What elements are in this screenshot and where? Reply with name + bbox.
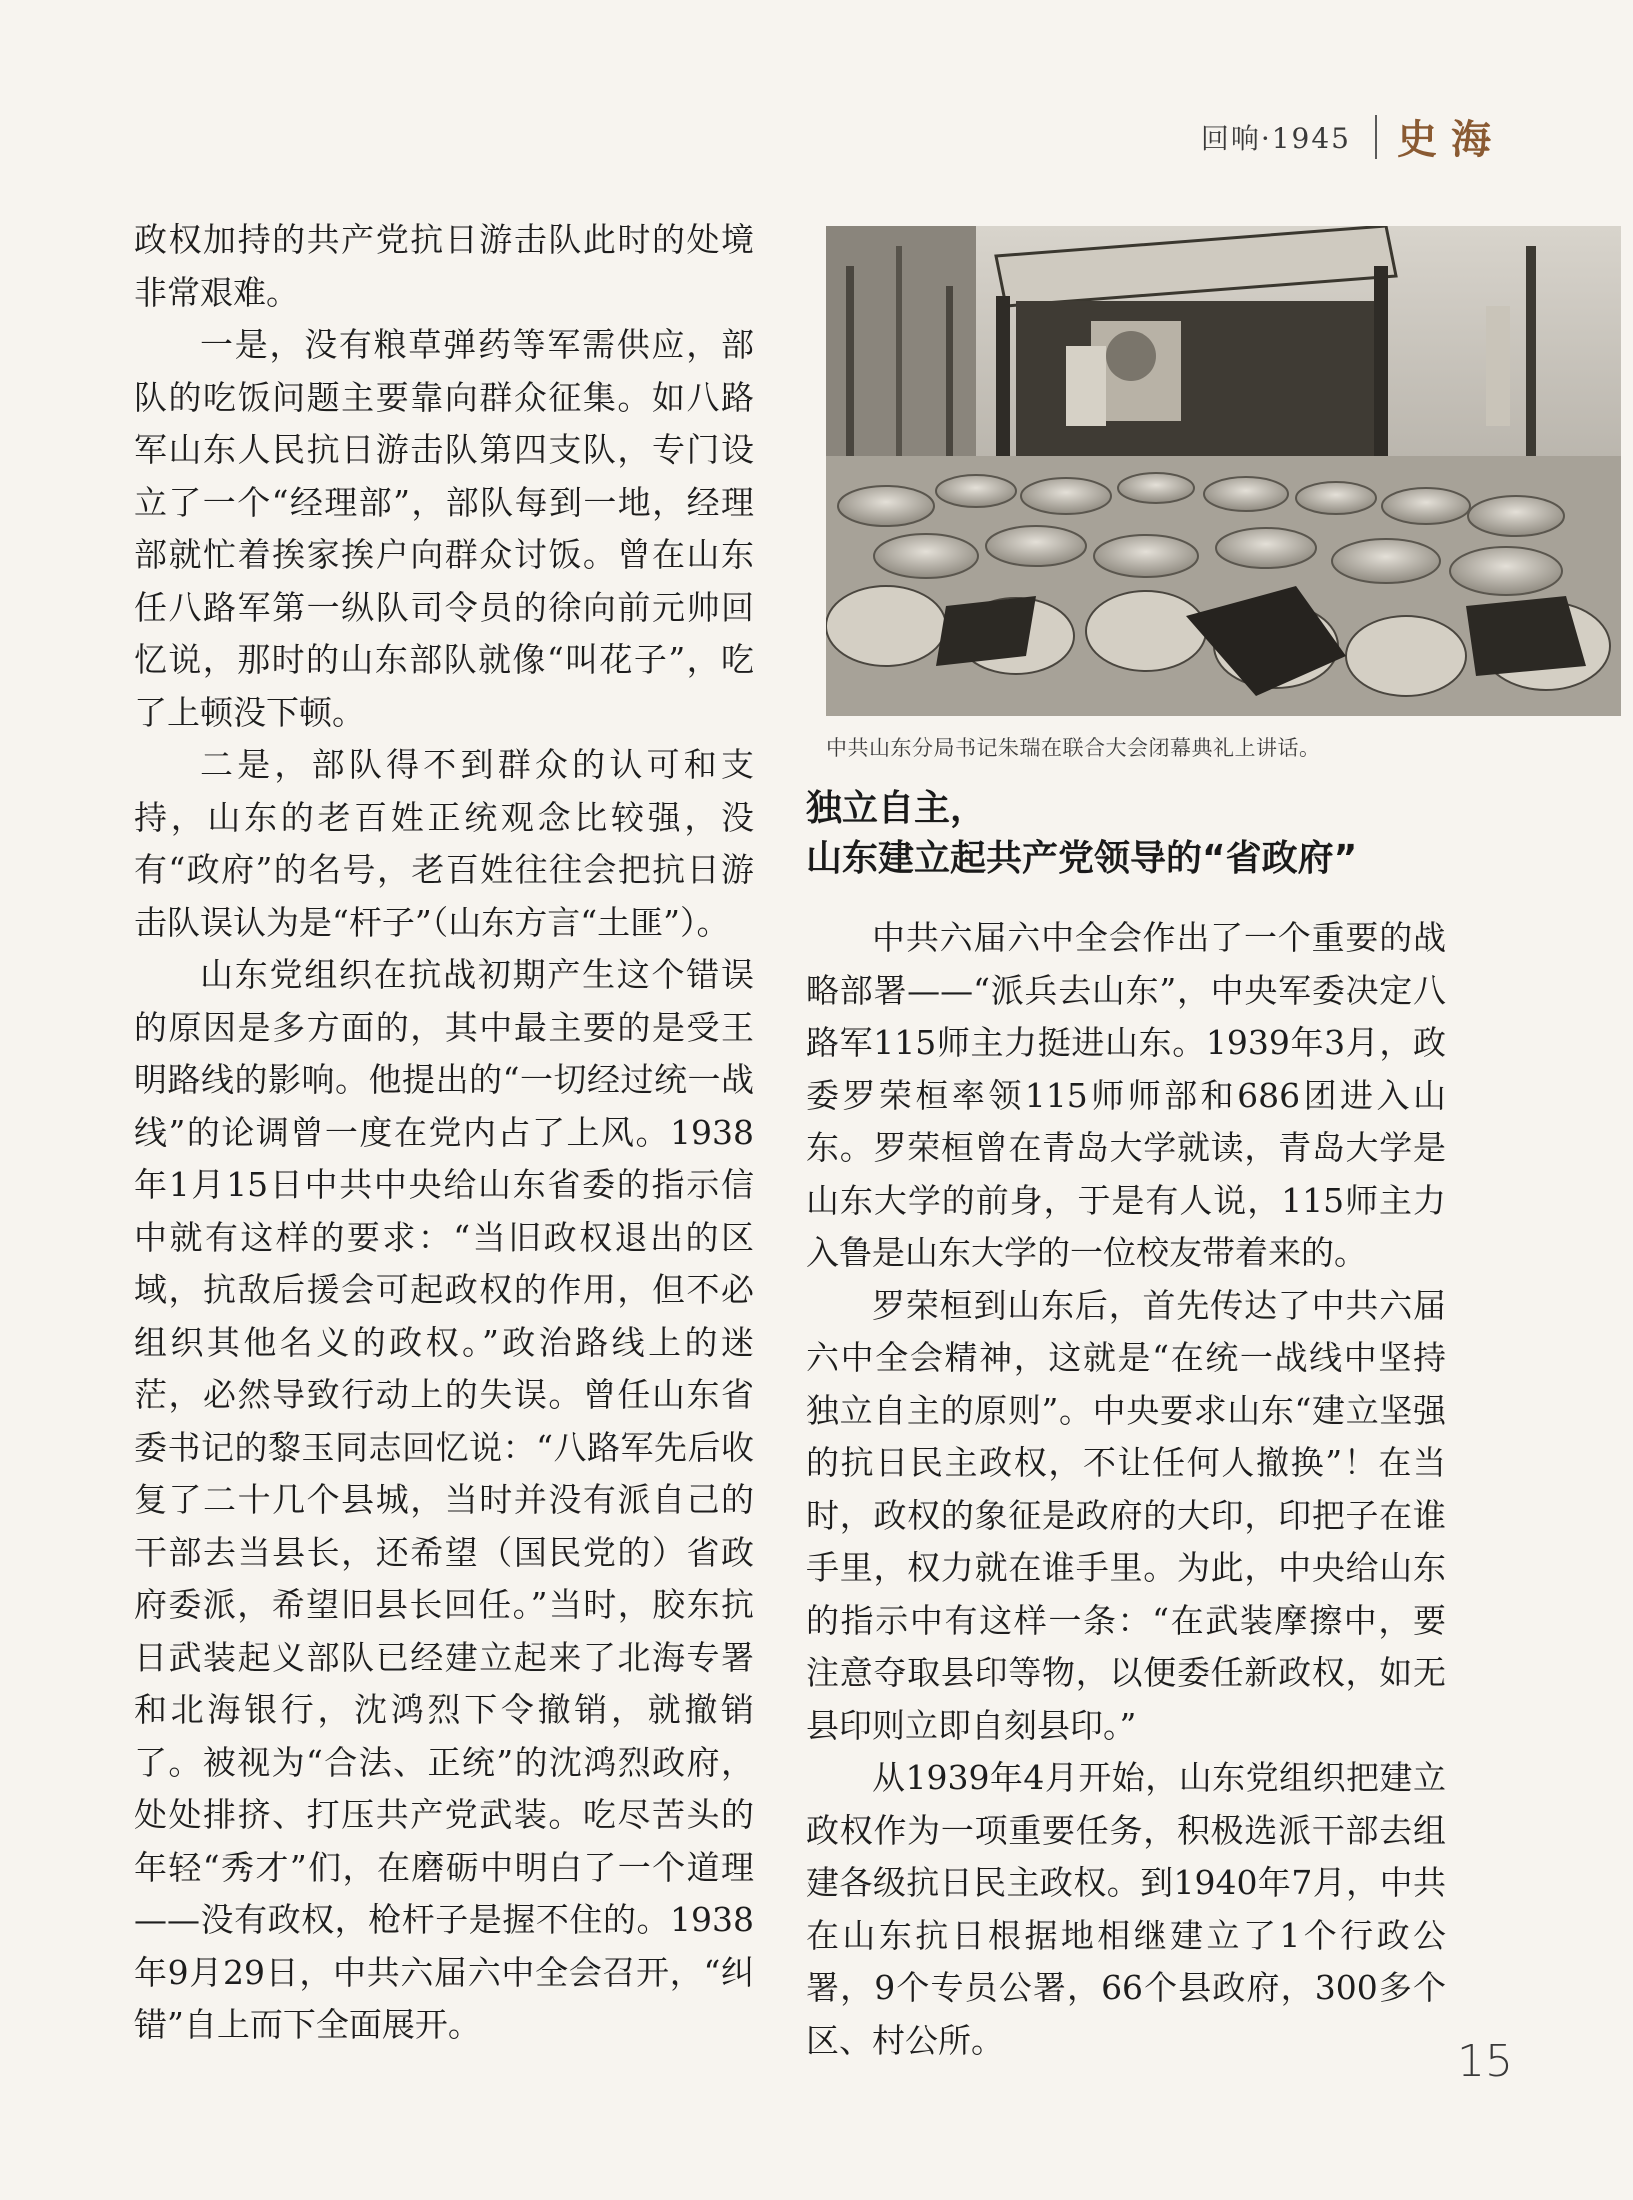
header-divider — [1375, 115, 1377, 159]
section-heading-line-1: 独立自主， — [806, 788, 987, 829]
paragraph: 政权加持的共产党抗日游击队此时的处境非常艰难。 — [134, 220, 754, 312]
paragraph: 中共六届六中全会作出了一个重要的战略部署——“派兵去山东”，中央军委决定八路军115师主力挺进山东。1939年3月，政委罗荣桓率领115师师部和686团进入山东。罗荣桓曾在青岛大学就读，青岛大学是山东大学的前身，于是有人说，115师主力入鲁是山东大学的一位校友带着来的。 — [806, 918, 1446, 1272]
right-column — [806, 912, 1446, 2067]
paragraph: 从1939年4月开始，山东党组织把建立政权作为一项重要任务，积极选派干部去组建各级抗日民主政权。到1940年7月，中共在山东抗日根据地相继建立了1个行政公署，9个专员公署，66个县政府，300多个区、村公所。 — [806, 1758, 1446, 2060]
historical-photo — [826, 226, 1621, 716]
section-heading-line-2: 山东建立起共产党领导的“省政府” — [806, 838, 1358, 879]
running-header — [1201, 108, 1505, 165]
issue-label: 回响·1945 — [1200, 121, 1351, 155]
paragraph: 二是，部队得不到群众的认可和支持，山东的老百姓正统观念比较强，没有“政府”的名号，老百姓往往会把抗日游击队误认为是“杆子”（山东方言“土匪”）。 — [134, 745, 754, 942]
photo-caption: 中共山东分局书记朱瑞在联合大会闭幕典礼上讲话。 — [826, 736, 1321, 760]
paragraph: 一是，没有粮草弹药等军需供应，部队的吃饭问题主要靠向群众征集。如八路军山东人民抗日游击队第四支队，专门设立了一个“经理部”，部队每到一地，经理部就忙着挨家挨户向群众讨饭。曾在山东任八路军第一纵队司令员的徐向前元帅回忆说，那时的山东部队就像“叫花子”，吃了上顿没下顿。 — [134, 325, 754, 732]
section-heading — [806, 784, 1506, 884]
left-column — [134, 214, 754, 2052]
paragraph: 山东党组织在抗战初期产生这个错误的原因是多方面的，其中最主要的是受王明路线的影响。他提出的“一切经过统一战线”的论调曾一度在党内占了上风。1938年1月15日中共中央给山东省委的指示信中就有这样的要求：“当旧政权退出的区域，抗敌后援会可起政权的作用，但不必组织其他名义的政权。”政治路线上的迷茫，必然导致行动上的失误。曾任山东省委书记的黎玉同志回忆说：“八路军先后收复了二十几个县城，当时并没有派自己的干部去当县长，还希望（国民党的）省政府委派，希望旧县长回任。”当时，胶东抗日武装起义部队已经建立起来了北海专署和北海银行，沈鸿烈下令撤销，就撤销了。被视为“合法、正统”的沈鸿烈政府，处处排挤、打压共产党武装。吃尽苦头的年轻“秀才”们，在磨砺中明白了一个道理——没有政权，枪杆子是握不住的。1938年9月29日，中共六届六中全会召开，“纠错”自上而下全面展开。 — [134, 955, 754, 2044]
page-number: 15 — [1457, 2036, 1513, 2087]
paragraph: 罗荣桓到山东后，首先传达了中共六届六中全会精神，这就是“在统一战线中坚持独立自主的原则”。中央要求山东“建立坚强的抗日民主政权，不让任何人撤换”！在当时，政权的象征是政府的大印，印把子在谁手里，权力就在谁手里。为此，中央给山东的指示中有这样一条：“在武装摩擦中，要注意夺取县印等物，以便委任新政权，如无县印则立即自刻县印。” — [806, 1285, 1446, 1745]
section-label: 史海 — [1397, 117, 1505, 163]
